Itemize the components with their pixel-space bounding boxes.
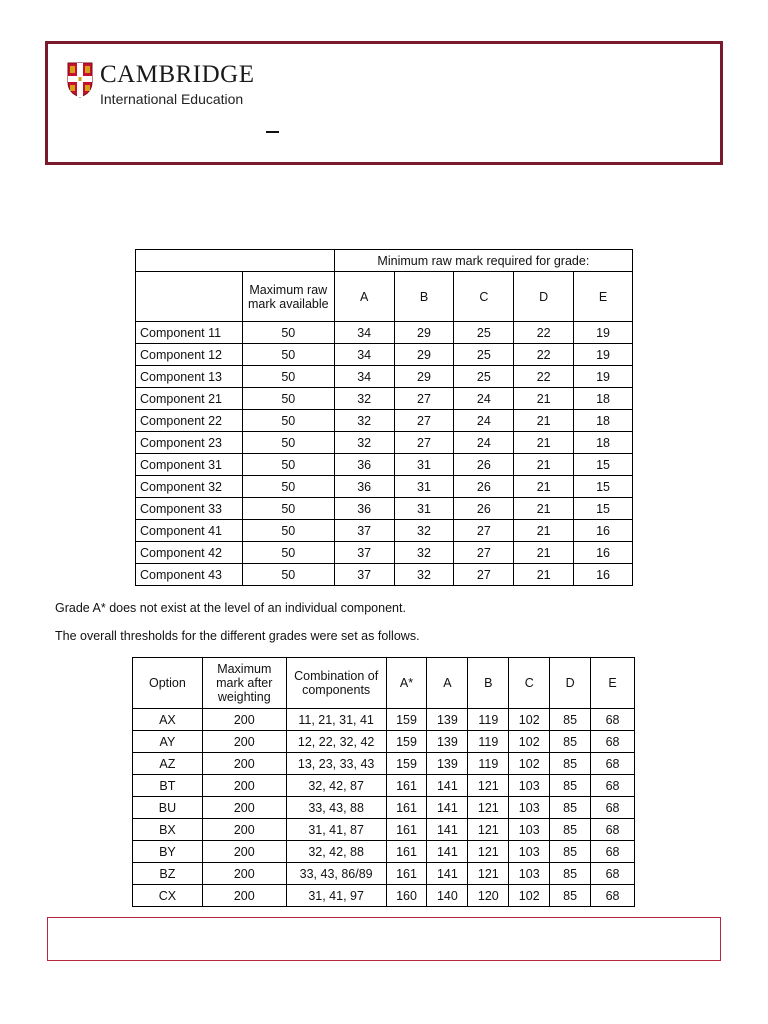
table-row (136, 454, 633, 476)
component-combination: 33, 43, 88 (286, 797, 386, 819)
component-name: Component 33 (136, 498, 243, 520)
component-name: Component 43 (136, 564, 243, 586)
option-code: BY (133, 841, 203, 863)
threshold-value: 159 (386, 709, 427, 731)
grade-mark: 18 (574, 410, 633, 432)
table-row (133, 731, 635, 753)
grade-mark: 24 (454, 432, 514, 454)
component-name: Component 11 (136, 322, 243, 344)
component-name: Component 41 (136, 520, 243, 542)
option-code: AZ (133, 753, 203, 775)
threshold-value: 103 (509, 775, 550, 797)
threshold-value: 200 (202, 709, 286, 731)
threshold-value: 68 (591, 775, 635, 797)
threshold-value: 200 (202, 775, 286, 797)
component-combination: 12, 22, 32, 42 (286, 731, 386, 753)
threshold-value: 102 (509, 753, 550, 775)
grade-mark: 16 (574, 542, 633, 564)
table-row (136, 410, 633, 432)
grade-mark: 37 (334, 542, 394, 564)
threshold-value: 119 (468, 731, 509, 753)
brand-name: CAMBRIDGE (100, 61, 255, 88)
threshold-value: 102 (509, 885, 550, 907)
astar-note: Grade A* does not exist at the level of an individual component. (55, 601, 406, 615)
threshold-value: 85 (550, 709, 591, 731)
threshold-value: 200 (202, 885, 286, 907)
table-row (136, 344, 633, 366)
threshold-value: 68 (591, 797, 635, 819)
column-header: E (591, 658, 635, 709)
max-raw-mark-header: Maximum raw mark available (242, 272, 334, 322)
grade-mark: 24 (454, 410, 514, 432)
threshold-value: 139 (427, 753, 468, 775)
component-combination: 32, 42, 88 (286, 841, 386, 863)
empty-header-cell (136, 250, 335, 272)
max-mark: 50 (242, 476, 334, 498)
threshold-value: 68 (591, 885, 635, 907)
max-mark: 50 (242, 498, 334, 520)
grade-mark: 21 (514, 564, 574, 586)
grade-mark: 34 (334, 322, 394, 344)
threshold-value: 68 (591, 819, 635, 841)
table-row (136, 476, 633, 498)
threshold-value: 85 (550, 731, 591, 753)
grade-mark: 34 (334, 366, 394, 388)
threshold-value: 68 (591, 709, 635, 731)
threshold-value: 141 (427, 819, 468, 841)
threshold-value: 200 (202, 819, 286, 841)
grade-mark: 18 (574, 432, 633, 454)
max-mark: 50 (242, 542, 334, 564)
column-header: B (468, 658, 509, 709)
component-name: Component 23 (136, 432, 243, 454)
title-dash (266, 131, 279, 133)
threshold-value: 103 (509, 797, 550, 819)
threshold-value: 68 (591, 753, 635, 775)
column-header: Combination of components (286, 658, 386, 709)
grade-mark: 32 (394, 542, 454, 564)
grade-mark: 21 (514, 476, 574, 498)
grade-mark: 22 (514, 344, 574, 366)
grade-mark: 22 (514, 322, 574, 344)
threshold-value: 141 (427, 841, 468, 863)
table-row (133, 775, 635, 797)
threshold-value: 68 (591, 841, 635, 863)
grade-mark: 31 (394, 476, 454, 498)
threshold-value: 121 (468, 797, 509, 819)
grade-mark: 29 (394, 366, 454, 388)
grade-mark: 29 (394, 322, 454, 344)
column-header: C (509, 658, 550, 709)
grade-mark: 21 (514, 542, 574, 564)
threshold-value: 85 (550, 841, 591, 863)
grade-mark: 29 (394, 344, 454, 366)
max-mark: 50 (242, 410, 334, 432)
column-header: A* (386, 658, 427, 709)
threshold-value: 102 (509, 709, 550, 731)
grade-mark: 19 (574, 366, 633, 388)
component-combination: 31, 41, 87 (286, 819, 386, 841)
component-combination: 32, 42, 87 (286, 775, 386, 797)
threshold-value: 200 (202, 841, 286, 863)
table-row (133, 709, 635, 731)
component-name: Component 21 (136, 388, 243, 410)
component-combination: 13, 23, 33, 43 (286, 753, 386, 775)
option-threshold-table (132, 657, 635, 907)
component-combination: 11, 21, 31, 41 (286, 709, 386, 731)
threshold-value: 141 (427, 775, 468, 797)
grade-mark: 21 (514, 520, 574, 542)
max-mark: 50 (242, 454, 334, 476)
threshold-value: 141 (427, 863, 468, 885)
brand-subtitle: International Education (100, 91, 244, 107)
threshold-value: 119 (468, 753, 509, 775)
grade-mark: 22 (514, 366, 574, 388)
grade-mark: 32 (334, 410, 394, 432)
threshold-value: 103 (509, 819, 550, 841)
grade-mark: 25 (454, 344, 514, 366)
max-mark: 50 (242, 366, 334, 388)
grade-mark: 27 (454, 564, 514, 586)
grade-mark: 21 (514, 410, 574, 432)
grade-mark: 36 (334, 498, 394, 520)
threshold-value: 160 (386, 885, 427, 907)
option-code: BU (133, 797, 203, 819)
threshold-value: 161 (386, 841, 427, 863)
threshold-value: 140 (427, 885, 468, 907)
grade-mark: 36 (334, 454, 394, 476)
grade-mark: 16 (574, 564, 633, 586)
grade-mark: 21 (514, 432, 574, 454)
grade-mark: 26 (454, 476, 514, 498)
threshold-value: 161 (386, 775, 427, 797)
column-header: A (427, 658, 468, 709)
grade-mark: 15 (574, 476, 633, 498)
component-name: Component 22 (136, 410, 243, 432)
table-row (133, 753, 635, 775)
column-header: D (550, 658, 591, 709)
threshold-value: 161 (386, 863, 427, 885)
grade-group-header: Minimum raw mark required for grade: (334, 250, 632, 272)
threshold-value: 85 (550, 863, 591, 885)
component-combination: 33, 43, 86/89 (286, 863, 386, 885)
option-code: BX (133, 819, 203, 841)
column-header: Option (133, 658, 203, 709)
threshold-value: 85 (550, 775, 591, 797)
threshold-value: 68 (591, 863, 635, 885)
threshold-value: 68 (591, 731, 635, 753)
grade-mark: 32 (334, 388, 394, 410)
max-mark: 50 (242, 322, 334, 344)
option-code: AY (133, 731, 203, 753)
grade-mark: 27 (394, 410, 454, 432)
cambridge-logo (67, 62, 255, 108)
grade-mark: 15 (574, 498, 633, 520)
grade-mark: 32 (334, 432, 394, 454)
shield-icon (67, 62, 93, 98)
threshold-value: 121 (468, 819, 509, 841)
threshold-value: 200 (202, 753, 286, 775)
grade-mark: 32 (394, 564, 454, 586)
grade-header: E (574, 272, 633, 322)
threshold-value: 102 (509, 731, 550, 753)
table-row (133, 863, 635, 885)
option-code: CX (133, 885, 203, 907)
max-mark: 50 (242, 388, 334, 410)
threshold-value: 161 (386, 819, 427, 841)
grade-mark: 19 (574, 322, 633, 344)
grade-header: A (334, 272, 394, 322)
table-row (136, 498, 633, 520)
column-header: Maximum mark after weighting (202, 658, 286, 709)
grade-header: B (394, 272, 454, 322)
threshold-value: 119 (468, 709, 509, 731)
component-name: Component 42 (136, 542, 243, 564)
grade-mark: 26 (454, 454, 514, 476)
table-row (136, 542, 633, 564)
grade-mark: 34 (334, 344, 394, 366)
threshold-value: 200 (202, 731, 286, 753)
component-combination: 31, 41, 97 (286, 885, 386, 907)
threshold-value: 161 (386, 797, 427, 819)
table-row (136, 520, 633, 542)
empty-header-cell (136, 272, 243, 322)
grade-mark: 32 (394, 520, 454, 542)
footer-box (47, 917, 721, 961)
option-code: BZ (133, 863, 203, 885)
threshold-value: 159 (386, 753, 427, 775)
threshold-value: 121 (468, 841, 509, 863)
threshold-value: 85 (550, 819, 591, 841)
grade-mark: 21 (514, 388, 574, 410)
grade-mark: 21 (514, 454, 574, 476)
grade-mark: 27 (394, 432, 454, 454)
option-code: AX (133, 709, 203, 731)
component-name: Component 31 (136, 454, 243, 476)
grade-mark: 26 (454, 498, 514, 520)
grade-mark: 37 (334, 520, 394, 542)
grade-mark: 27 (454, 542, 514, 564)
grade-mark: 36 (334, 476, 394, 498)
threshold-value: 159 (386, 731, 427, 753)
table-row (136, 366, 633, 388)
table-row (136, 388, 633, 410)
threshold-value: 85 (550, 797, 591, 819)
max-mark: 50 (242, 432, 334, 454)
table-row (133, 885, 635, 907)
grade-mark: 18 (574, 388, 633, 410)
threshold-value: 85 (550, 885, 591, 907)
component-name: Component 32 (136, 476, 243, 498)
table-row (133, 797, 635, 819)
threshold-value: 121 (468, 863, 509, 885)
grade-mark: 27 (394, 388, 454, 410)
table-row (136, 322, 633, 344)
grade-mark: 24 (454, 388, 514, 410)
grade-header: D (514, 272, 574, 322)
threshold-value: 120 (468, 885, 509, 907)
threshold-value: 103 (509, 863, 550, 885)
component-name: Component 12 (136, 344, 243, 366)
grade-mark: 31 (394, 454, 454, 476)
component-name: Component 13 (136, 366, 243, 388)
threshold-value: 200 (202, 797, 286, 819)
max-mark: 50 (242, 344, 334, 366)
table-row (136, 564, 633, 586)
table-row (133, 819, 635, 841)
component-threshold-table (135, 249, 633, 586)
grade-mark: 19 (574, 344, 633, 366)
threshold-value: 141 (427, 797, 468, 819)
grade-mark: 21 (514, 498, 574, 520)
grade-mark: 27 (454, 520, 514, 542)
grade-mark: 15 (574, 454, 633, 476)
threshold-value: 139 (427, 731, 468, 753)
grade-mark: 25 (454, 322, 514, 344)
threshold-value: 121 (468, 775, 509, 797)
grade-mark: 31 (394, 498, 454, 520)
grade-mark: 25 (454, 366, 514, 388)
max-mark: 50 (242, 564, 334, 586)
table-row (136, 432, 633, 454)
max-mark: 50 (242, 520, 334, 542)
threshold-value: 103 (509, 841, 550, 863)
overall-note: The overall thresholds for the different grades were set as follows. (55, 629, 420, 643)
threshold-value: 139 (427, 709, 468, 731)
grade-mark: 16 (574, 520, 633, 542)
grade-header: C (454, 272, 514, 322)
option-code: BT (133, 775, 203, 797)
threshold-value: 85 (550, 753, 591, 775)
grade-mark: 37 (334, 564, 394, 586)
header-box (45, 41, 723, 165)
threshold-value: 200 (202, 863, 286, 885)
table-row (133, 841, 635, 863)
